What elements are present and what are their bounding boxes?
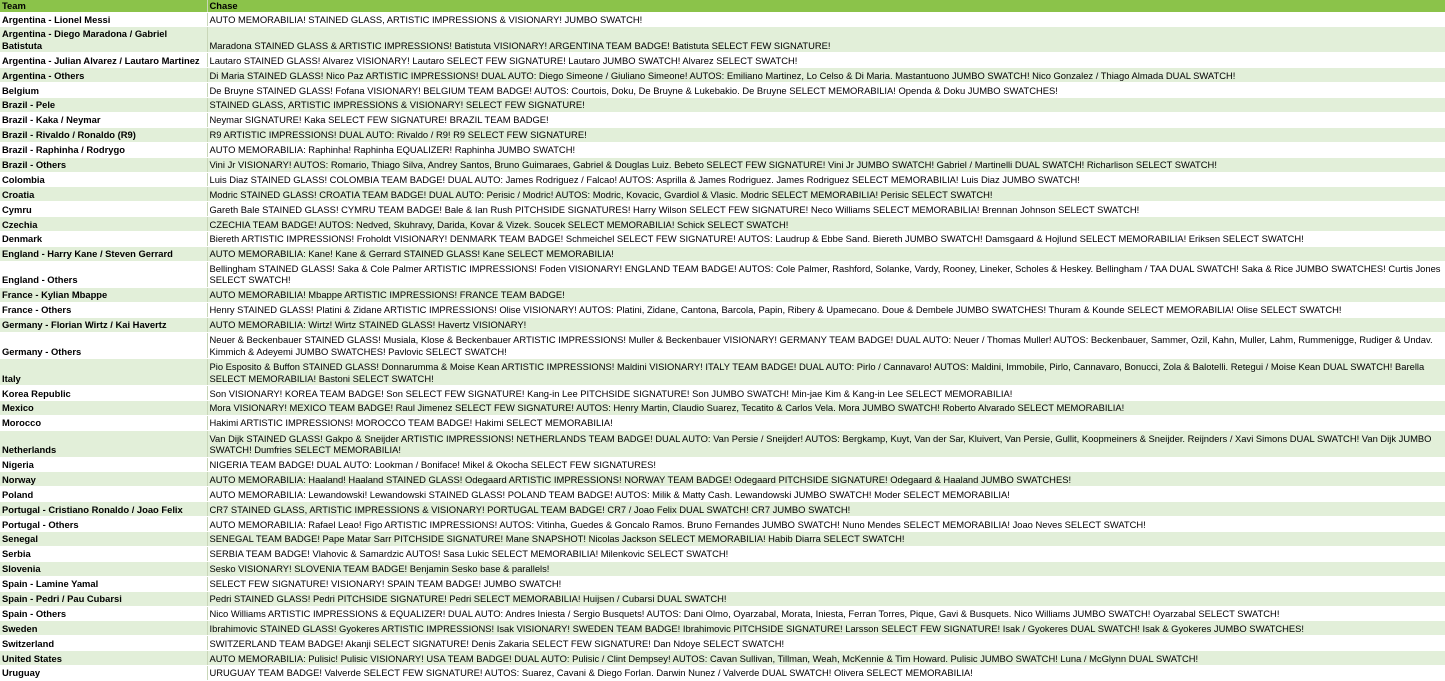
header-row — [0, 0, 1445, 12]
team-cell: Switzerland — [0, 636, 207, 651]
chase-cell: SENEGAL TEAM BADGE! Pape Matar Sarr PITCHSIDE SIGNATURE! Mane SNAPSHOT! Nicolas Jackson SELECT MEMORABILIA! Habib Diarra SELECT SWATCH! — [207, 532, 1445, 547]
chase-cell: AUTO MEMORABILIA! Mbappe ARTISTIC IMPRESSIONS! FRANCE TEAM BADGE! — [207, 287, 1445, 302]
table-row — [0, 636, 1445, 651]
chase-cell: AUTO MEMORABILIA: Rafael Leao! Figo ARTISTIC IMPRESSIONS! AUTOS: Vitinha, Guedes & Goncalo Ramos. Bruno Fernandes JUMBO SWATCH! Nuno Mendes SELECT MEMORABILIA! Joao Neves SELECT SWATCH! — [207, 517, 1445, 532]
table-row — [0, 502, 1445, 517]
table-row — [0, 621, 1445, 636]
chase-cell: URUGUAY TEAM BADGE! Valverde SELECT FEW SIGNATURE! AUTOS: Suarez, Cavani & Diego Forlan. Darwin Nunez / Valverde DUAL SWATCH! Olivera SELECT MEMORABILIA! — [207, 666, 1445, 681]
table-row — [0, 12, 1445, 27]
chase-cell: Bellingham STAINED GLASS! Saka & Cole Palmer ARTISTIC IMPRESSIONS! Foden VISIONARY! ENGLAND TEAM BADGE! AUTOS: Cole Palmer, Rashford, Solanke, Vardy, Rooney, Lineker, Scholes & Heskey. Bellingham / TAA DUAL SWATCH! Saka & Rice JUMBO SWATCHES! Curtis Jones SELECT SWATCH! — [207, 261, 1445, 287]
chase-cell: AUTO MEMORABILIA: Raphinha! Raphinha EQUALIZER! Raphinha JUMBO SWATCH! — [207, 142, 1445, 157]
team-cell: Senegal — [0, 532, 207, 547]
table-row — [0, 561, 1445, 576]
table-row — [0, 261, 1445, 287]
team-cell: Spain - Others — [0, 606, 207, 621]
team-cell: France - Kylian Mbappe — [0, 287, 207, 302]
chase-cell: STAINED GLASS, ARTISTIC IMPRESSIONS & VISIONARY! SELECT FEW SIGNATURE! — [207, 98, 1445, 113]
chase-cell: Vini Jr VISIONARY! AUTOS: Romario, Thiago Silva, Andrey Santos, Bruno Guimaraes, Gabriel & Douglas Luiz. Bebeto SELECT FEW SIGNATURE! Vini Jr JUMBO SWATCH! Gabriel / Martinelli DUAL SWATCH! Richarlison SELECT SWATCH! — [207, 157, 1445, 172]
chase-cell: Pio Esposito & Buffon STAINED GLASS! Donnarumma & Moise Kean ARTISTIC IMPRESSIONS! Maldini VISIONARY! ITALY TEAM BADGE! DUAL AUTO: Pirlo / Cannavaro! AUTOS: Maldini, Immobile, Pirlo, Cannavaro, Bonucci, Zola & Balotelli. Retegui / Moise Kean DUAL SWATCH! Barella SELECT MEMORABILIA! Bastoni SELECT SWATCH! — [207, 359, 1445, 386]
team-cell: France - Others — [0, 302, 207, 317]
table-row — [0, 666, 1445, 681]
chase-cell: AUTO MEMORABILIA: Pulisic! Pulisic VISIONARY! USA TEAM BADGE! DUAL AUTO: Pulisic / Clint Dempsey! AUTOS: Cavan Sullivan, Tillman, Weah, McKennie & Tim Howard. Pulisic JUMBO SWATCH! Luna / McGlynn DUAL SWATCH! — [207, 651, 1445, 666]
table-row — [0, 317, 1445, 332]
table-row — [0, 27, 1445, 53]
team-cell: Belgium — [0, 83, 207, 98]
table-row — [0, 246, 1445, 261]
team-cell: Korea Republic — [0, 386, 207, 401]
table-row — [0, 546, 1445, 561]
team-cell: Serbia — [0, 546, 207, 561]
team-cell: Uruguay — [0, 666, 207, 681]
chase-cell: SELECT FEW SIGNATURE! VISIONARY! SPAIN TEAM BADGE! JUMBO SWATCH! — [207, 576, 1445, 591]
team-cell: United States — [0, 651, 207, 666]
table-row — [0, 517, 1445, 532]
table-row — [0, 98, 1445, 113]
team-cell: Poland — [0, 487, 207, 502]
team-cell: Mexico — [0, 401, 207, 416]
chase-cell: Luis Diaz STAINED GLASS! COLOMBIA TEAM BADGE! DUAL AUTO: James Rodriguez / Falcao! AUTOS: Asprilla & James Rodriguez. James Rodriguez SELECT MEMORABILIA! Luis Diaz JUMBO SWATCH! — [207, 172, 1445, 187]
chase-cell: Ibrahimovic STAINED GLASS! Gyokeres ARTISTIC IMPRESSIONS! Isak VISIONARY! SWEDEN TEAM BADGE! Ibrahimovic PITCHSIDE SIGNATURE! Larsson SELECT FEW SIGNATURE! Isak / Gyokeres DUAL SWATCH! Isak & Gyokeres JUMBO SWATCHES! — [207, 621, 1445, 636]
table-row — [0, 142, 1445, 157]
team-cell: Croatia — [0, 187, 207, 202]
table-row — [0, 172, 1445, 187]
table-row — [0, 487, 1445, 502]
chase-cell: Biereth ARTISTIC IMPRESSIONS! Froholdt VISIONARY! DENMARK TEAM BADGE! Schmeichel SELECT FEW SIGNATURE! AUTOS: Laudrup & Ebbe Sand. Biereth JUMBO SWATCH! Damsgaard & Hojlund SELECT MEMORABILIA! Eriksen SELECT SWATCH! — [207, 232, 1445, 247]
team-cell: Sweden — [0, 621, 207, 636]
chase-cell: Mora VISIONARY! MEXICO TEAM BADGE! Raul Jimenez SELECT FEW SIGNATURE! AUTOS: Henry Martin, Claudio Suarez, Tecatito & Carlos Vela. Mora JUMBO SWATCH! Roberto Alvarado SELECT MEMORABILIA! — [207, 401, 1445, 416]
table-row — [0, 53, 1445, 68]
team-cell: Brazil - Kaka / Neymar — [0, 112, 207, 127]
chase-cell: Gareth Bale STAINED GLASS! CYMRU TEAM BADGE! Bale & Ian Rush PITCHSIDE SIGNATURES! Harry Wilson SELECT FEW SIGNATURE! Neco Williams SELECT MEMORABILIA! Brennan Johnson SELECT SWATCH! — [207, 202, 1445, 217]
team-cell: Colombia — [0, 172, 207, 187]
chase-cell: Hakimi ARTISTIC IMPRESSIONS! MOROCCO TEAM BADGE! Hakimi SELECT MEMORABILIA! — [207, 415, 1445, 430]
table-row — [0, 532, 1445, 547]
table-row — [0, 157, 1445, 172]
chase-cell: Di Maria STAINED GLASS! Nico Paz ARTISTIC IMPRESSIONS! DUAL AUTO: Diego Simeone / Giuliano Simeone! AUTOS: Emiliano Martinez, Lo Celso & Di Maria. Mastantuono JUMBO SWATCH! Nico Gonzalez / Thiago Almada DUAL SWATCH! — [207, 68, 1445, 83]
team-cell: Czechia — [0, 217, 207, 232]
table-row — [0, 591, 1445, 606]
table-row — [0, 415, 1445, 430]
header-team: Team — [0, 0, 207, 12]
chase-cell: Sesko VISIONARY! SLOVENIA TEAM BADGE! Benjamin Sesko base & parallels! — [207, 561, 1445, 576]
table-row — [0, 606, 1445, 621]
team-cell: Denmark — [0, 232, 207, 247]
chase-cell: AUTO MEMORABILIA: Wirtz! Wirtz STAINED GLASS! Havertz VISIONARY! — [207, 317, 1445, 332]
chase-cell: CR7 STAINED GLASS, ARTISTIC IMPRESSIONS & VISIONARY! PORTUGAL TEAM BADGE! CR7 / Joao Felix DUAL SWATCH! CR7 JUMBO SWATCH! — [207, 502, 1445, 517]
team-cell: Argentina - Julian Alvarez / Lautaro Martinez — [0, 53, 207, 68]
table-row — [0, 232, 1445, 247]
table-row — [0, 651, 1445, 666]
table-row — [0, 287, 1445, 302]
table-row — [0, 401, 1445, 416]
team-cell: Netherlands — [0, 430, 207, 457]
chase-cell: De Bruyne STAINED GLASS! Fofana VISIONARY! BELGIUM TEAM BADGE! AUTOS: Courtois, Doku, De Bruyne & Lukebakio. De Bruyne SELECT MEMORABILIA! Openda & Doku JUMBO SWATCHES! — [207, 83, 1445, 98]
table-row — [0, 202, 1445, 217]
chase-cell: Nico Williams ARTISTIC IMPRESSIONS & EQUALIZER! DUAL AUTO: Andres Iniesta / Sergio Busquets! AUTOS: Dani Olmo, Oyarzabal, Morata, Iniesta, Ferran Torres, Pique, Gavi & Busquets. Nico Williams JUMBO SWATCH! Oyarzabal SELECT SWATCH! — [207, 606, 1445, 621]
chase-cell: Neymar SIGNATURE! Kaka SELECT FEW SIGNATURE! BRAZIL TEAM BADGE! — [207, 112, 1445, 127]
table-row — [0, 430, 1445, 457]
team-cell: Spain - Lamine Yamal — [0, 576, 207, 591]
table-row — [0, 302, 1445, 317]
team-cell: Norway — [0, 472, 207, 487]
team-cell: Germany - Florian Wirtz / Kai Havertz — [0, 317, 207, 332]
chase-cell: Maradona STAINED GLASS & ARTISTIC IMPRESSIONS! Batistuta VISIONARY! ARGENTINA TEAM BADGE! Batistuta SELECT FEW SIGNATURE! — [207, 27, 1445, 53]
team-cell: Brazil - Rivaldo / Ronaldo (R9) — [0, 127, 207, 142]
chase-cell: Son VISIONARY! KOREA TEAM BADGE! Son SELECT FEW SIGNATURE! Kang-in Lee PITCHSIDE SIGNATURE! Son JUMBO SWATCH! Min-jae Kim & Kang-in Lee SELECT MEMORABILIA! — [207, 386, 1445, 401]
chase-cell: Van Dijk STAINED GLASS! Gakpo & Sneijder ARTISTIC IMPRESSIONS! NETHERLANDS TEAM BADGE! DUAL AUTO: Van Persie / Sneijder! AUTOS: Bergkamp, Kuyt, Van der Sar, Kluivert, Van Persie, Gullit, Koopmeiners & Sneijder. Reijnders / Xavi Simons DUAL SWATCH! Van Dijk JUMBO SWATCH! Dumfries SELECT MEMORABILIA! — [207, 430, 1445, 457]
team-cell: Morocco — [0, 415, 207, 430]
table-row — [0, 217, 1445, 232]
table-body — [0, 12, 1445, 680]
team-cell: Cymru — [0, 202, 207, 217]
team-cell: Portugal - Cristiano Ronaldo / Joao Felix — [0, 502, 207, 517]
chase-cell: AUTO MEMORABILIA: Lewandowski! Lewandowski STAINED GLASS! POLAND TEAM BADGE! AUTOS: Milik & Matty Cash. Lewandowski JUMBO SWATCH! Moder SELECT MEMORABILIA! — [207, 487, 1445, 502]
team-cell: Argentina - Others — [0, 68, 207, 83]
team-cell: Italy — [0, 359, 207, 386]
table-row — [0, 386, 1445, 401]
table-row — [0, 457, 1445, 472]
team-cell: Brazil - Pele — [0, 98, 207, 113]
team-cell: Spain - Pedri / Pau Cubarsi — [0, 591, 207, 606]
team-cell: Germany - Others — [0, 332, 207, 359]
team-cell: Argentina - Lionel Messi — [0, 12, 207, 27]
chase-cell: Henry STAINED GLASS! Platini & Zidane ARTISTIC IMPRESSIONS! Olise VISIONARY! AUTOS: Platini, Zidane, Cantona, Barcola, Papin, Ribery & Upamecano. Doue & Dembele JUMBO SWATCHES! Thuram & Kounde SELECT MEMORABILIA! Olise SELECT SWATCH! — [207, 302, 1445, 317]
table-row — [0, 187, 1445, 202]
table-row — [0, 83, 1445, 98]
team-cell: Argentina - Diego Maradona / Gabriel Batistuta — [0, 27, 207, 53]
chase-cell: Pedri STAINED GLASS! Pedri PITCHSIDE SIGNATURE! Pedri SELECT MEMORABILIA! Huijsen / Cubarsi DUAL SWATCH! — [207, 591, 1445, 606]
team-cell: Portugal - Others — [0, 517, 207, 532]
table-row — [0, 576, 1445, 591]
table-row — [0, 332, 1445, 359]
team-cell: Nigeria — [0, 457, 207, 472]
team-cell: England - Harry Kane / Steven Gerrard — [0, 246, 207, 261]
chase-cell: Modric STAINED GLASS! CROATIA TEAM BADGE! DUAL AUTO: Perisic / Modric! AUTOS: Modric, Kovacic, Gvardiol & Vlasic. Modric SELECT MEMORABILIA! Perisic SELECT SWATCH! — [207, 187, 1445, 202]
table-row — [0, 472, 1445, 487]
chase-cell: R9 ARTISTIC IMPRESSIONS! DUAL AUTO: Rivaldo / R9! R9 SELECT FEW SIGNATURE! — [207, 127, 1445, 142]
team-cell: England - Others — [0, 261, 207, 287]
chase-cell: NIGERIA TEAM BADGE! DUAL AUTO: Lookman / Boniface! Mikel & Okocha SELECT FEW SIGNATURES! — [207, 457, 1445, 472]
team-cell: Brazil - Others — [0, 157, 207, 172]
team-cell: Brazil - Raphinha / Rodrygo — [0, 142, 207, 157]
team-cell: Slovenia — [0, 561, 207, 576]
table-row — [0, 68, 1445, 83]
chase-cell: AUTO MEMORABILIA: Kane! Kane & Gerrard STAINED GLASS! Kane SELECT MEMORABILIA! — [207, 246, 1445, 261]
chase-cell: AUTO MEMORABILIA: Haaland! Haaland STAINED GLASS! Odegaard ARTISTIC IMPRESSIONS! NORWAY TEAM BADGE! Odegaard PITCHSIDE SIGNATURE! Odegaard & Haaland JUMBO SWATCHES! — [207, 472, 1445, 487]
table-row — [0, 112, 1445, 127]
chase-cell: Neuer & Beckenbauer STAINED GLASS! Musiala, Klose & Beckenbauer ARTISTIC IMPRESSIONS! Muller & Beckenbauer VISIONARY! GERMANY TEAM BADGE! DUAL AUTO: Neuer / Thomas Muller! AUTOS: Beckenbauer, Sammer, Ozil, Kahn, Muller, Lahm, Rummenigge, Rudiger & Undav. Kimmich & Adeyemi JUMBO SWATCHES! Pavlovic SELECT SWATCH! — [207, 332, 1445, 359]
chase-cell: Lautaro STAINED GLASS! Alvarez VISIONARY! Lautaro SELECT FEW SIGNATURE! Lautaro JUMBO SWATCH! Alvarez SELECT SWATCH! — [207, 53, 1445, 68]
table-row — [0, 127, 1445, 142]
chase-cell: CZECHIA TEAM BADGE! AUTOS: Nedved, Skuhravy, Darida, Kovar & Vizek. Soucek SELECT MEMORABILIA! Schick SELECT SWATCH! — [207, 217, 1445, 232]
header-chase: Chase — [207, 0, 1445, 12]
chase-cell: AUTO MEMORABILIA! STAINED GLASS, ARTISTIC IMPRESSIONS & VISIONARY! JUMBO SWATCH! — [207, 12, 1445, 27]
chase-cell: SWITZERLAND TEAM BADGE! Akanji SELECT SIGNATURE! Denis Zakaria SELECT FEW SIGNATURE! Dan Ndoye SELECT SWATCH! — [207, 636, 1445, 651]
table-row — [0, 359, 1445, 386]
chase-cell: SERBIA TEAM BADGE! Vlahovic & Samardzic AUTOS! Sasa Lukic SELECT MEMORABILIA! Milenkovic SELECT SWATCH! — [207, 546, 1445, 561]
